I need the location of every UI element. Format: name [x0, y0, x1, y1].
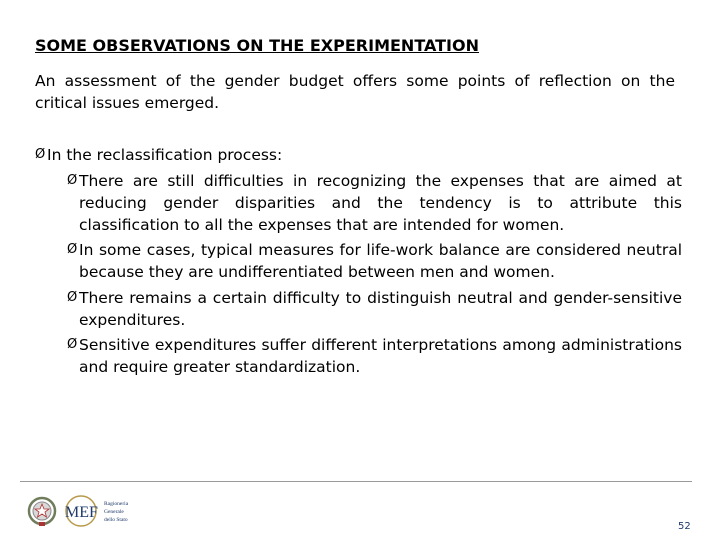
sub-bullet-1	[67, 170, 682, 236]
arrow-bullet-icon: Ø	[67, 337, 78, 352]
sub-bullet-text: There are still difficulties in recognizing the expenses that are aimed at reducing gender disparities and the tendency is to attribute this classification to all the expenses that are intended for women.	[79, 172, 682, 234]
sub-bullet-text: Sensitive expenditures suffer different interpretations among administrations and require greater standardization.	[79, 336, 682, 376]
arrow-bullet-icon: Ø	[35, 147, 46, 162]
arrow-bullet-icon: Ø	[67, 290, 78, 305]
sub-bullet-text: There remains a certain difficulty to distinguish neutral and gender-sensitive expenditures.	[79, 289, 682, 329]
sub-bullet-4	[67, 334, 682, 378]
mef-logo-subtext-1: Ragioneria	[104, 501, 129, 507]
arrow-bullet-icon: Ø	[67, 242, 78, 257]
mef-logo	[64, 494, 136, 528]
intro-paragraph: An assessment of the gender budget offers some points of reflection on the critical issues emerged.	[35, 72, 675, 112]
slide-title: SOME OBSERVATIONS ON THE EXPERIMENTATION	[35, 36, 479, 55]
main-bullet-text: In the reclassification process:	[47, 146, 283, 164]
arrow-bullet-icon: Ø	[67, 173, 78, 188]
mef-logo-text: MEF	[65, 504, 98, 521]
sub-bullet-3	[67, 287, 682, 331]
mef-logo-subtext-2: Generale	[104, 509, 124, 515]
mef-logo-subtext-3: dello Stato	[104, 517, 128, 523]
sub-bullet-text: In some cases, typical measures for life-work balance are considered neutral because they are undifferentiated between men and women.	[79, 241, 682, 281]
main-bullet	[35, 144, 675, 166]
footer-divider	[20, 481, 692, 482]
sub-bullet-2	[67, 239, 682, 283]
italian-republic-emblem-icon	[26, 494, 58, 528]
page-number: 52	[678, 521, 691, 532]
